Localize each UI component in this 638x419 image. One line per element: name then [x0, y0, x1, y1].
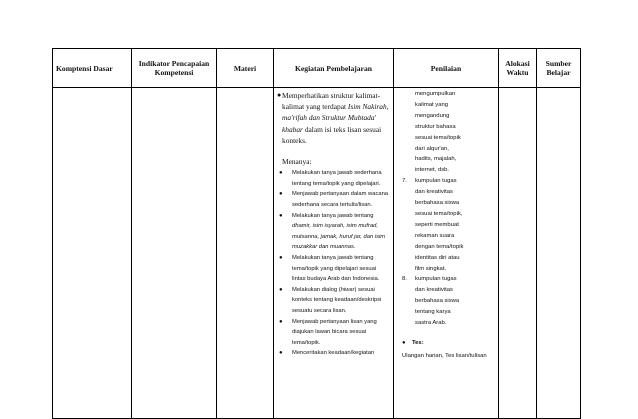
cell-kegiatan	[274, 88, 394, 419]
list-item: ● Melakukan tanya jawab tentang dhamir, isim isyarah, isim mufrad, mutsanna, jamak, huruf jar, dan isim muzakkar dan muannas.	[277, 211, 391, 253]
list-item: ● Menjawab pertanyaan lisan yang diajukan lawan bicara sesuai tema/topik.	[277, 317, 391, 349]
kegiatan-intro-post: dalam isi teks lisan sesuai konteks.	[282, 124, 382, 145]
bullet-icon: ●	[279, 254, 283, 261]
table-header-row	[53, 49, 581, 88]
cell-kompetensi-dasar	[53, 88, 132, 419]
penilaian-continued: mengumpulkan kalimat yang mengandung struktur bahasa sesuai tema/topik dari alqur'an, hadits, majalah, internet, dsb.	[415, 91, 461, 174]
kegiatan-intro	[277, 90, 391, 146]
syllabus-table	[52, 48, 581, 419]
bullet-icon: ●	[277, 91, 282, 99]
header-alokasi: Alokasi Waktu	[499, 49, 537, 88]
table-row	[53, 88, 581, 419]
bullet-icon: ●	[279, 212, 283, 219]
penilaian-item-8: 8. kumpulan tugas dan kreativitas berbahasa siswa tentang karya sastra Arab.	[402, 276, 460, 327]
penilaian-item-7: 7. kumpulan tugas dan kreativitas berbahasa siswa sesuai tema/topik, seperti membuat rekaman suara dengan tema/topik identitas diri atau film singkat.	[402, 178, 464, 272]
header-penilaian: Penilaian	[394, 49, 499, 88]
tes-label: Tes:	[412, 339, 424, 346]
list-item: ● Menceritakan keadaan/kegiatan	[277, 348, 391, 359]
bullet-icon: ●	[279, 170, 283, 177]
bullet-icon: ●	[279, 318, 283, 325]
bullet-icon: ●	[279, 191, 283, 198]
cell-alokasi	[499, 88, 537, 419]
bullet-icon: ●	[279, 350, 283, 357]
header-materi: Materi	[217, 49, 274, 88]
header-kompetensi-dasar: Komptensi Dasar	[53, 49, 132, 88]
header-kegiatan: Kegiatan Pembelajaran	[274, 49, 394, 88]
list-item: ● Melakukan tanya jawab sederhana tentang tema/topik yang dipelajari.	[277, 168, 391, 189]
header-sumber: Sumber Belajar	[537, 49, 581, 88]
kegiatan-intro-pre: Memperhatikan struktur kalimat-kalimat yang terdapat	[282, 91, 381, 112]
bullet-icon: ●	[402, 339, 406, 346]
cell-indikator	[132, 88, 217, 419]
bullet-icon: ●	[279, 286, 283, 293]
cell-penilaian	[394, 88, 499, 419]
cell-materi	[217, 88, 274, 419]
tes-description: Ulangan harian, Tes lisan/tulisan	[402, 352, 487, 359]
tes-heading	[402, 338, 496, 349]
list-item: ● Melakukan dialog (hiwar) sesuai konteks tentang keadaan/deskripsi sesuatu secara lisan.	[277, 285, 391, 317]
menanya-label: Menanya:	[282, 157, 312, 167]
cell-sumber	[537, 88, 581, 419]
list-item: ● Melakukan tanya jawab tentang tema/topik yang dipelajari sesuai lintas budaya Arab dan Indonesia.	[277, 253, 391, 285]
header-indikator: Indikator Pencapaian Kompetensi	[132, 49, 217, 88]
kegiatan-list	[277, 168, 391, 359]
list-item: ● Menjawab pertanyaan dalam wacana sederhana secara tertulis/lisan.	[277, 189, 391, 210]
kegiatan-intro-italic: Isim Nakirah, ma'rifah dan Struktur Mubtada' khabar	[282, 102, 389, 134]
